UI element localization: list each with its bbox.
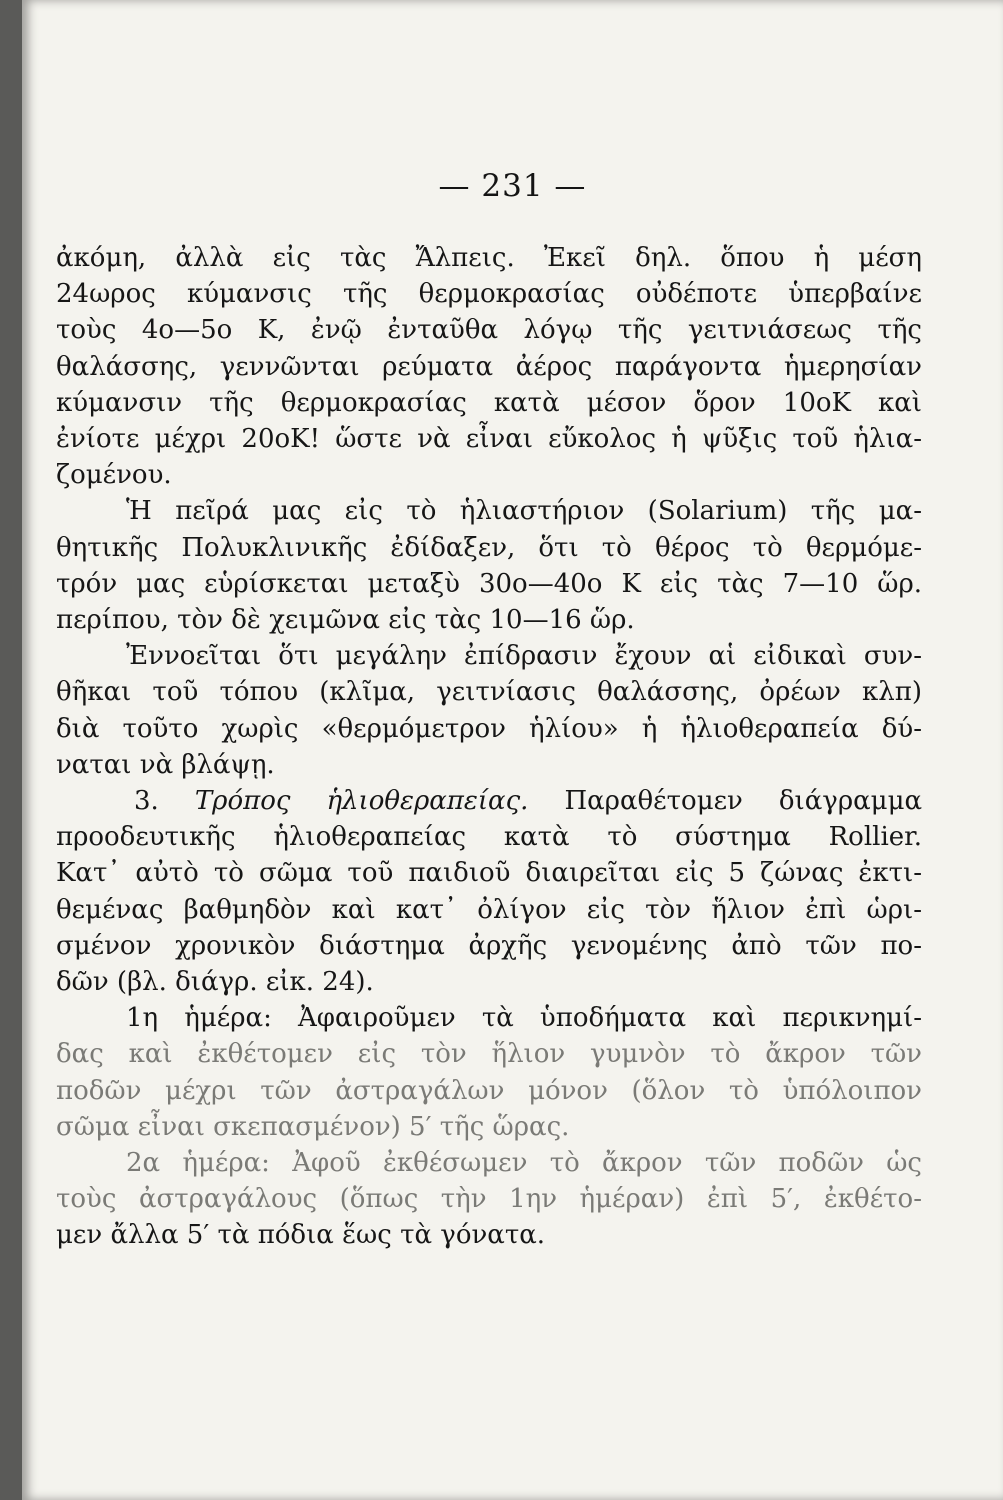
text-line: τοὺς ἀστραγάλους (ὅπως τὴν 1ην ἡμέραν) ἐπὶ 5′, ἐκθέτο- xyxy=(56,1184,922,1215)
section-heading-line xyxy=(56,783,922,819)
text-line: σμένον χρονικὸν διάστημα ἀρχῆς γενομένης ἀπὸ τῶν πο- xyxy=(56,930,922,961)
text-line: Κατ᾽ αὐτὸ τὸ σῶμα τοῦ παιδιοῦ διαιρεῖται εἰς 5 ζώνας ἐκτι- xyxy=(56,858,922,889)
text-line: τοὺς 4ο—5ο Κ, ἐνῷ ἐνταῦθα λόγῳ τῆς γειτνιάσεως τῆς xyxy=(56,315,922,346)
text-line: θαλάσσης, γεννῶνται ρεύματα ἀέρος παράγοντα ἡμερησίαν xyxy=(56,351,922,382)
text-line: Ἐννοεῖται ὅτι μεγάλην ἐπίδρασιν ἔχουν αἱ εἰδικαὶ συν- xyxy=(126,641,922,672)
section-number: 3. xyxy=(134,786,159,817)
page-body xyxy=(56,240,922,1254)
text-line: περίπου, τὸν δὲ χειμῶνα εἰς τὰς 10—16 ὥρ. xyxy=(56,605,635,636)
section-title: Τρόπος ἡλιοθεραπείας. xyxy=(194,786,529,817)
text-line: ἐνίοτε μέχρι 20οΚ! ὥστε νὰ εἶναι εὔκολος ἡ ψῦξις τοῦ ἡλια- xyxy=(56,424,922,455)
text-line: σῶμα εἶναι σκεπασμένον) 5′ τῆς ὥρας. xyxy=(56,1111,570,1142)
text-line: Ἡ πεῖρά μας εἰς τὸ ἡλιαστήριον (Solarium) τῆς μα- xyxy=(126,496,922,527)
text-line: προοδευτικῆς ἡλιοθεραπείας κατὰ τὸ σύστημα Rollier. xyxy=(56,822,922,853)
text-line: ναται νὰ βλάψῃ. xyxy=(56,749,275,780)
text-line: θῆκαι τοῦ τόπου (κλῖμα, γειτνίασις θαλάσσης, ὀρέων κλπ) xyxy=(56,677,922,708)
text-line: διὰ τοῦτο χωρὶς «θερμόμετρον ἡλίου» ἡ ἡλιοθεραπεία δύ- xyxy=(56,713,922,744)
text-line: θεμένας βαθμηδὸν καὶ κατ᾽ ὀλίγον εἰς τὸν ἥλιον ἐπὶ ὡρι- xyxy=(56,894,922,925)
text-line: ἀκόμη, ἀλλὰ εἰς τὰς Ἄλπεις. Ἐκεῖ δηλ. ὅπου ἡ μέση xyxy=(56,243,922,273)
text-line: ζομένου. xyxy=(56,460,172,491)
text-line: 1η ἡμέρα: Ἀφαιροῦμεν τὰ ὑποδήματα καὶ περικνημί- xyxy=(126,1003,922,1034)
text-line: μεν ἄλλα 5′ τὰ πόδια ἕως τὰ γόνατα. xyxy=(56,1220,546,1251)
text-line: θητικῆς Πολυκλινικῆς ἐδίδαξεν, ὅτι τὸ θέρος τὸ θερμόμε- xyxy=(56,532,922,563)
page-number: — 231 — xyxy=(438,168,587,204)
text-line: δῶν (βλ. διάγρ. εἰκ. 24). xyxy=(56,967,374,998)
text-line: κύμανσιν τῆς θερμοκρασίας κατὰ μέσον ὅρον 10οΚ καὶ xyxy=(56,387,922,418)
text-line: τρόν μας εὑρίσκεται μεταξὺ 30ο—40ο Κ εἰς τὰς 7—10 ὥρ. xyxy=(56,568,922,599)
text-line: ποδῶν μέχρι τῶν ἀστραγάλων μόνον (ὅλον τὸ ὑπόλοιπον xyxy=(56,1075,922,1106)
text-line: 24ωρος κύμανσις τῆς θερμοκρασίας οὐδέποτε ὑπερβαίνε xyxy=(56,279,922,310)
book-page xyxy=(22,0,1003,1500)
text-line: 2α ἡμέρα: Ἀφοῦ ἐκθέσωμεν τὸ ἄκρον τῶν ποδῶν ὡς xyxy=(126,1148,922,1179)
text-line: δας καὶ ἐκθέτομεν εἰς τὸν ἥλιον γυμνὸν τὸ ἄκρον τῶν xyxy=(56,1039,922,1070)
section-text: Παραθέτομεν διάγραμμα xyxy=(564,786,923,817)
